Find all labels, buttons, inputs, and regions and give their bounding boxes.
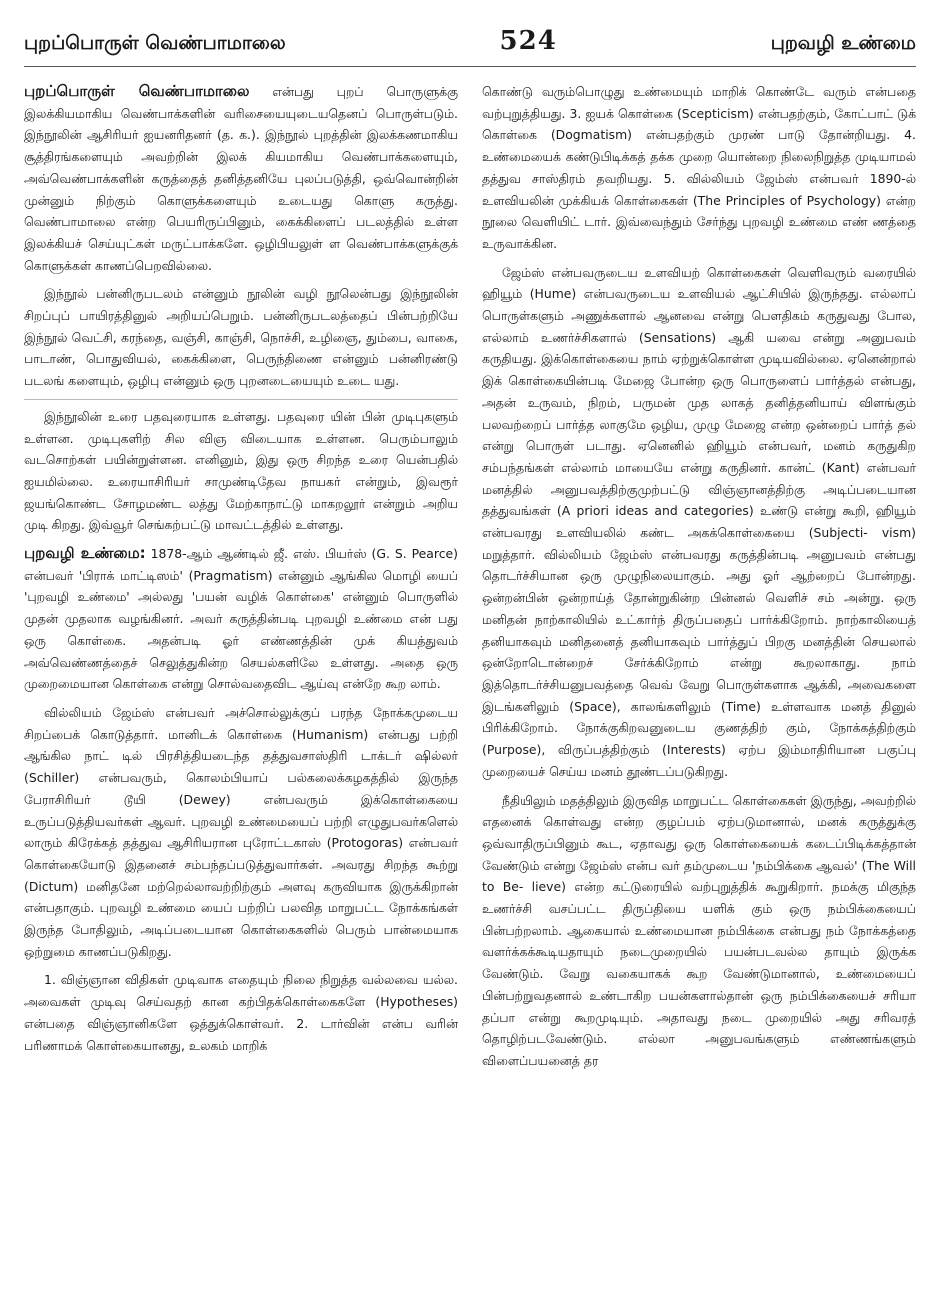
page-number: 524 <box>499 26 557 56</box>
entry-text: என்பது புறப் பொருளுக்கு இலக்கியமாகிய வெண்பாக்களின் வரிசையையுடையதெனப் பொருள்படும். இந்நூலின் ஆசிரியர் ஐயனரிதனர் (த. க.). இந்நூல் புறத்தின் இலக்கணமாகிய சூத்திரங்களையும் அவற்றின் இலக் கியமாகிய வெண்பாக்களையும், அவ்வெண்பாக்களின் கருத்தைத் தனித்தனியே புலப்படுத்தி, ஒவ்வொன்றின் முன்னும் நிற்கும் கொளுக்களையும் உடையது கொளு கருத்து. வெண்பாமாலை என்ற பெயரிருப்பினும், கைக்கிளைப் படலத்தில் உள்ள இலக்கியச் செய்யுட்கள் மருட்பாக்களே. ஒழிபியலுள் ள வெண்பாக்களுக்குக் கொளுக்கள் காணப்பெறவில்லை. <box>24 84 458 273</box>
two-column-body <box>24 81 916 1306</box>
entry-text: 1878-ஆம் ஆண்டில் ஜீ. எஸ். பியர்ஸ் (G. S. Pearce) என்பவர் 'பிராக் மாட்டிஸம்' (Pragmatism) என்னும் ஆங்கில மொழி யைப் 'புறவழி உண்மை' அல்லது 'பயன் வழிக் கொள்கை' என்னும் பொருளில் முதன் முதலாக வழங்கினர். அவர் கருத்தின்படி புறவழி உண்மை என் பது ஒரு கொள்கை. அதன்படி ஓர் எண்ணத்தின் முக் கியத்துவம் அவ்வெண்ணத்தைச் செலுத்துகின்ற செயல்களிலே உள்ளது. அதை ஒரு முறைமையான கொள்கை என்று சொல்வதைவிட ஆய்வு என்றே கூற லாம். <box>24 546 458 692</box>
entry-paragraph: கொண்டு வரும்பொழுது உண்மையும் மாறிக் கொண்டே வரும் என்பதை வற்புறுத்தியது. 3. ஐயக் கொள்கை (Scepticism) என்பதற்கும், கோட்பாட் டுக் கொள்கை (Dogmatism) என்பதற்கும் முரண் பாடு தோன்றியது. 4. உண்மையைக் கண்டுபிடிக்கத் தக்க முறை யொன்றை நிலைநிறுத்த முடியாமல் தத்துவ சாஸ்திரம் தவறியது. 5. வில்லியம் ஜேம்ஸ் என்பவர் 1890-ல் உளவியலின் முக்கியக் கொள்கைகள் (The Principles of Psychology) என்ற நூலை வெளியிட் டார். இவ்வைந்தும் சேர்ந்து புறவழி உண்மை எண் ணத்தை உருவாக்கின. <box>482 84 916 251</box>
entry-heading: புறப்பொருள் வெண்பாமாலை <box>24 82 250 100</box>
divider <box>24 399 458 400</box>
entry-paragraph <box>24 81 458 276</box>
entry-paragraph <box>24 543 458 695</box>
header-right-title: புறவழி உண்மை <box>770 32 916 54</box>
right-column <box>482 81 916 1306</box>
running-header <box>24 26 916 67</box>
entry-paragraph: 1. விஞ்ஞான விதிகள் முடிவாக எதையும் நிலை நிறுத்த வல்லவை யல்ல. அவைகள் முடிவு செய்வதற் கான கற்பிதக்கொள்கைகளே (Hypotheses) என்பதை விஞ்ஞானிகளே ஒத்துக்கொள்வர். 2. டார்வின் என்ப வரின் பரிணாமக் கொள்கையானது, உலகம் மாறிக் <box>24 972 458 1053</box>
left-column <box>24 81 458 1306</box>
entry-paragraph: வில்லியம் ஜேம்ஸ் என்பவர் அச்சொல்லுக்குப் பரந்த நோக்கமுடைய சிறப்பைக் கொடுத்தார். மானிடக் கொள்கை (Humanism) என்பது பற்றி ஆங்கில நாட் டில் பிரசித்தியடைந்த தத்துவசாஸ்திரி டாக்டர் ஷில்லர் (Schiller) என்பவரும், கொலம்பியாப் பல்கலைக்கழகத்தில் இருந்த பேராசிரியர் டூயி (Dewey) என்பவரும் இக்கொள்கையை உருப்படுத்தியவர்கள் ஆவர். புறவழி உண்மையைப் பற்றி எழுதுபவர்களெல் லாரும் கிரேக்கத் தத்துவ ஆசிரியரான புரோட்டகாஸ் (Protogoras) என்பவர் கொள்கையோடு இதனைச் சம்பந்தப்படுத்துவார்கள். அவரது சிறந்த கூற்று (Dictum) மனிதனே மற்றெல்லாவற்றிற்கும் அளவு கருவியாக இருக்கிறான் என்பதாகும். புறவழி உண்மை யைப் பற்றிப் பலவித மாறுபட்ட நோக்கங்கள் இருந்த போதிலும், அடிப்படையான கொள்கைகளில் பெரும் பான்மையாக ஒற்றுமை காணப்படுகிறது. <box>24 704 458 959</box>
entry-paragraph: நீதியிலும் மதத்திலும் இருவித மாறுபட்ட கொள்கைகள் இருந்து, அவற்றில் எதனைக் கொள்வது என்ற குழப்பம் ஏற்படுமானால், மனக் கருத்துக்கு ஒவ்வாதிருப்பினும் கூட, ஏதாவது ஒரு கொள்கையைக் கடைப்பிடிக்கத்தான் வேண்டும் என்று ஜேம்ஸ் என்ப வர் தம்முடைய 'நம்பிக்கை ஆவல்' (The Will to Be- lieve) என்ற கட்டுரையில் வற்புறுத்திக் கூறுகிறார். நமக்கு மிகுந்த உணர்ச்சி வசப்பட்ட திருப்தியை யளிக் கும் ஒரு நம்பிக்கையைப் பின்பற்றலாம். ஆகையால் உண்மையான நம்பிக்கை என்பது நம் நோக்கத்தை வளர்க்கக்கூடியதாயும் நடைமுறையில் பயன்படவல்ல தாயும் இருக்க வேண்டும். வேறு வகையாகக் கூற வேண்டுமானால், உண்மையைப் பின்பற்றுவதனால் உண்டாகிற பயன்களால்தான் ஒரு நம்பிக்கையைச் சரியா தப்பா என்று கூறமுடியும். அதாவது நடை முறையில் அது சரிவரத் தொழிற்படவேண்டும். எல்லா அனுபவங்களும் எண்ணங்களும் விளைப்பயனைத் தர <box>482 792 916 1068</box>
header-left-title: புறப்பொருள் வெண்பாமாலை <box>24 32 286 54</box>
entry-heading: புறவழி உண்மை: <box>24 544 146 563</box>
entry-paragraph: ஜேம்ஸ் என்பவருடைய உளவியற் கொள்கைகள் வெளிவரும் வரையில் ஹியூம் (Hume) என்பவருடைய உளவியல் ஆட்சியில் இருந்தது. எல்லாப் பொருள்களும் அணுக்களால் ஆனவை என்று பௌதிகம் கருதுவது போல, எல்லாம் உணர்ச்சிகளால் (Sensations) ஆகி யவை என்று அனுபவம் கருதியது. இக்கொள்கையை நாம் ஏற்றுக்கொள்ள முடியவில்லை. ஏனென்றால் இக் கொள்கையின்படி மேஜை போன்ற ஒரு பொருளைப் பார்த்தல் என்பது, அதன் உருவம், நிறம், பருமன் முத லாகத் தனித்தனியாய் விளங்கும் பலவற்றைப் பார்த்த லாகுமே ஒழிய, முழு மேஜை என்ற ஒன்றைப் பார்த் தல் என்று பொருள் படாது. ஏனெனில் ஹியூம் என்பவர், மனம் கருதுகிற சம்பந்தங்கள் எல்லாம் மாயையே என்று கருதினர். கான்ட் (Kant) என்பவர் மனத்தில் அனுபவத்திற்குமுற்பட்டு விஞ்ஞானத்திற்கு அடிப்படையான தத்துவங்கள் (A priori ideas and categories) உண்டு என்று கூறி, ஹியூம் என்பவரது உளவியலில் கண்ட அகக்கொள்கையை (Subjecti- vism) மறுத்தார். வில்லியம் ஜேம்ஸ் என்பவரது கருத்தின்படி அனுபவம் என்பது தொடர்ச்சியான ஒரு முழுநிலையாகும். அது ஓர் ஆற்றைப் போன்றது. ஒன்றன்பின் ஒன்றாய்த் தோன்றுகின்ற பின்னல் வெளிச் சம் அன்று. ஒரு மனிதன் நாற்காலியில் உட்கார்ந் திருப்பதைப் பார்க்கிறோம். நாற்காலியைத் தனியாகவும் மனிதனைத் தனியாகவும் பார்த்துப் பிறகு மனத்தின் செயலால் ஒன்றோடொன்றைச் சேர்க்கிறோம் என்று கூறலாகாது. நாம் இத்தொடர்ச்சியனுபவத்தை வெவ் வேறு பொருள்களாக ஆக்கி, அவைகளை இடங்களிலும் (Space), காலங்களிலும் (Time) உள்ளவாக மனத் தினுல் பிரிக்கிறோம். நோக்குகிறவனுடைய குணத்திற் கும், நோக்கத்திற்கும் (Purpose), விருப்பத்திற்கும் (Interests) ஏற்ப இம்மாதிரியான பகுப்பு முறையைச் செய்ய மனம் தூண்டப்படுகிறது. <box>482 264 916 779</box>
entry-paragraph: இந்நூல் பன்னிருபடலம் என்னும் நூலின் வழி நூலென்பது இந்நூலின் சிறப்புப் பாயிரத்தினுல் அறியப்பெறும். பன்னிருபடலத்தைப் பின்பற்றியே இந்நூல் வெட்சி, கரந்தை, வஞ்சி, காஞ்சி, நொச்சி, உழிஞை, தும்பை, வாகை, பாடாண், பொதுவியல், கைக்கிளை, பெருந்திணை என்னும் பன்னிரண்டு படலங் களையும், ஒழிபு என்னும் ஒரு புறனடையையும் உடை யது. <box>24 286 458 389</box>
entry-paragraph: இந்நூலின் உரை பதவுரையாக உள்ளது. பதவுரை யின் பின் முடிபுகளும் உள்ளன. முடிபுகளிற் சில விஞ விடையாக உள்ளன. பெரும்பாலும் வடசொற்கள் பயின்றுள்ளன. எனினும், இது ஒரு சிறந்த உரை யென்பதில் ஐயமில்லை. உரையாசிரியர் சாமுண்டிதேவ நாயகர் என்றும், இவரூர் ஜயங்கொண்ட சோழமண்ட லத்து மேற்காநாட்டு மாகறலூர் என்றும் அறிய முடி கிறது. இவ்வூர் செங்கற்பட்டு மாவட்டத்தில் உள்ளது. <box>24 408 458 533</box>
